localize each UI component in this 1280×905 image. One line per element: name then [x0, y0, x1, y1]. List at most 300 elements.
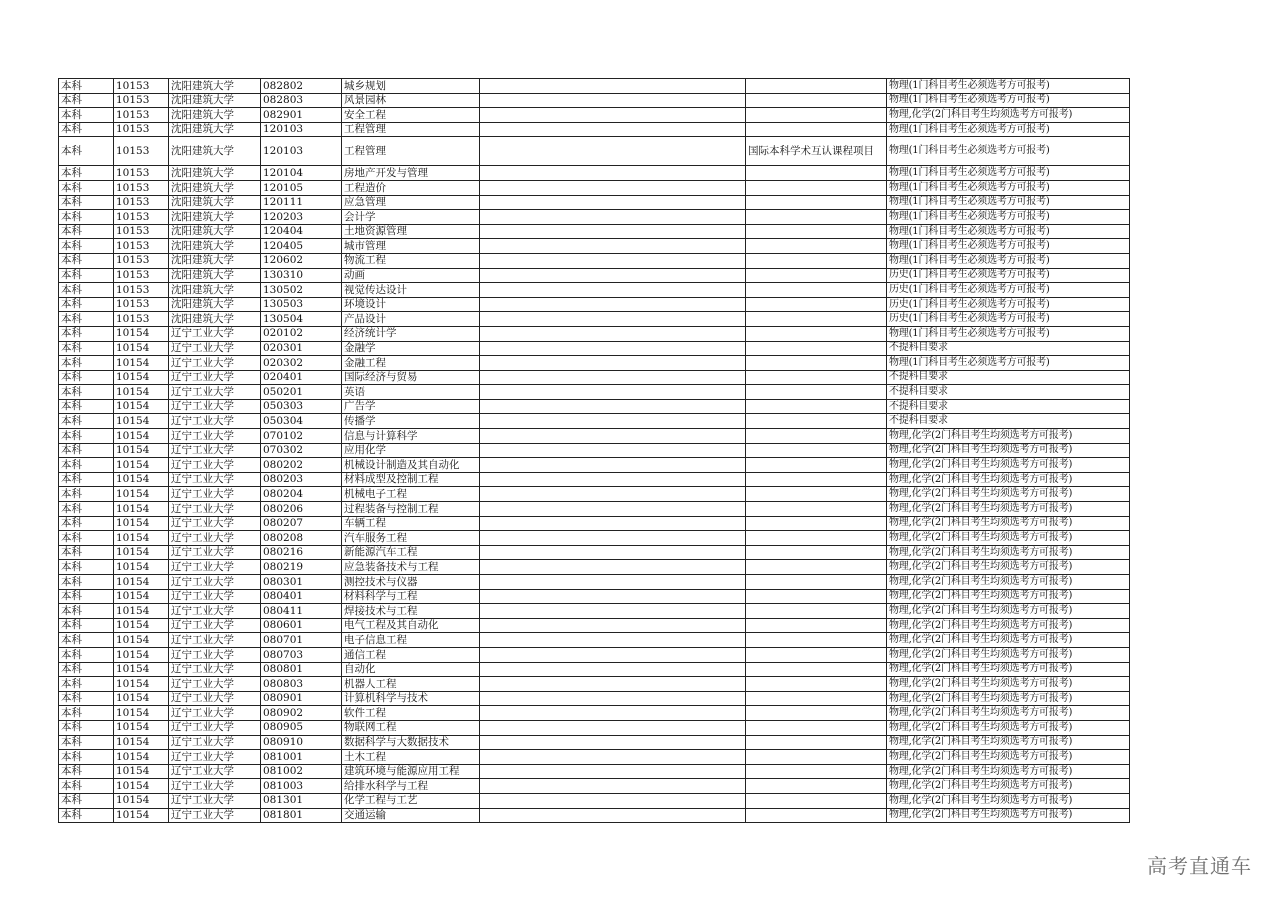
school-name-cell: 辽宁工业大学	[169, 458, 261, 473]
subject-requirement-cell: 不提科目要求	[887, 414, 1130, 429]
table-row	[59, 691, 1130, 706]
blank-cell	[480, 589, 746, 604]
subject-requirement-cell: 物理,化学(2门科目考生均须选考方可报考)	[887, 633, 1130, 648]
level-cell: 本科	[59, 575, 114, 590]
blank-cell	[480, 312, 746, 327]
program-note-cell	[746, 414, 887, 429]
school-name-cell: 沈阳建筑大学	[169, 239, 261, 254]
major-name-cell: 工程造价	[342, 180, 480, 195]
level-cell: 本科	[59, 458, 114, 473]
blank-cell	[480, 79, 746, 94]
blank-cell	[480, 560, 746, 575]
school-code-cell: 10154	[114, 764, 169, 779]
table-row	[59, 531, 1130, 546]
program-note-cell	[746, 326, 887, 341]
program-note-cell	[746, 808, 887, 823]
school-name-cell: 辽宁工业大学	[169, 633, 261, 648]
school-name-cell: 辽宁工业大学	[169, 487, 261, 502]
major-name-cell: 土地资源管理	[342, 224, 480, 239]
table-row	[59, 647, 1130, 662]
subject-requirement-cell: 物理,化学(2门科目考生均须选考方可报考)	[887, 472, 1130, 487]
table-row	[59, 443, 1130, 458]
table-row	[59, 356, 1130, 371]
major-code-cell: 070102	[261, 429, 342, 444]
school-name-cell: 沈阳建筑大学	[169, 79, 261, 94]
table-row	[59, 283, 1130, 298]
school-name-cell: 辽宁工业大学	[169, 618, 261, 633]
school-code-cell: 10154	[114, 779, 169, 794]
school-name-cell: 辽宁工业大学	[169, 531, 261, 546]
major-name-cell: 产品设计	[342, 312, 480, 327]
level-cell: 本科	[59, 370, 114, 385]
major-name-cell: 应用化学	[342, 443, 480, 458]
subject-requirement-cell: 不提科目要求	[887, 341, 1130, 356]
school-name-cell: 沈阳建筑大学	[169, 108, 261, 123]
program-note-cell	[746, 283, 887, 298]
program-note-cell	[746, 166, 887, 181]
school-code-cell: 10154	[114, 385, 169, 400]
level-cell: 本科	[59, 268, 114, 283]
school-code-cell: 10154	[114, 808, 169, 823]
school-name-cell: 辽宁工业大学	[169, 677, 261, 692]
level-cell: 本科	[59, 443, 114, 458]
table-row	[59, 253, 1130, 268]
major-code-cell: 082803	[261, 93, 342, 108]
program-note-cell	[746, 677, 887, 692]
table-row	[59, 122, 1130, 137]
level-cell: 本科	[59, 180, 114, 195]
table-row	[59, 545, 1130, 560]
school-name-cell: 辽宁工业大学	[169, 793, 261, 808]
major-code-cell: 081002	[261, 764, 342, 779]
major-name-cell: 英语	[342, 385, 480, 400]
school-name-cell: 辽宁工业大学	[169, 472, 261, 487]
program-note-cell	[746, 618, 887, 633]
school-name-cell: 辽宁工业大学	[169, 356, 261, 371]
table-row	[59, 735, 1130, 750]
subject-requirement-cell: 物理(1门科目考生必须选考方可报考)	[887, 79, 1130, 94]
major-name-cell: 给排水科学与工程	[342, 779, 480, 794]
school-name-cell: 辽宁工业大学	[169, 399, 261, 414]
level-cell: 本科	[59, 691, 114, 706]
major-code-cell: 080203	[261, 472, 342, 487]
program-note-cell	[746, 239, 887, 254]
school-code-cell: 10154	[114, 575, 169, 590]
school-name-cell: 沈阳建筑大学	[169, 253, 261, 268]
school-name-cell: 辽宁工业大学	[169, 575, 261, 590]
table-row	[59, 341, 1130, 356]
program-note-cell	[746, 356, 887, 371]
program-note-cell	[746, 720, 887, 735]
major-name-cell: 信息与计算科学	[342, 429, 480, 444]
major-code-cell: 080601	[261, 618, 342, 633]
blank-cell	[480, 326, 746, 341]
level-cell: 本科	[59, 647, 114, 662]
blank-cell	[480, 735, 746, 750]
major-name-cell: 化学工程与工艺	[342, 793, 480, 808]
table-row	[59, 589, 1130, 604]
program-note-cell	[746, 93, 887, 108]
subject-requirement-cell: 物理,化学(2门科目考生均须选考方可报考)	[887, 531, 1130, 546]
major-name-cell: 金融学	[342, 341, 480, 356]
school-code-cell: 10154	[114, 589, 169, 604]
table-row	[59, 808, 1130, 823]
level-cell: 本科	[59, 487, 114, 502]
blank-cell	[480, 706, 746, 721]
major-code-cell: 081801	[261, 808, 342, 823]
blank-cell	[480, 472, 746, 487]
blank-cell	[480, 253, 746, 268]
major-code-cell: 080801	[261, 662, 342, 677]
blank-cell	[480, 239, 746, 254]
table-row	[59, 575, 1130, 590]
table-row	[59, 706, 1130, 721]
program-note-cell	[746, 647, 887, 662]
program-note-cell	[746, 793, 887, 808]
blank-cell	[480, 750, 746, 765]
subject-requirement-cell: 物理,化学(2门科目考生均须选考方可报考)	[887, 604, 1130, 619]
subject-requirement-cell: 历史(1门科目考生必须选考方可报考)	[887, 268, 1130, 283]
program-note-cell: 国际本科学术互认课程项目	[746, 137, 887, 166]
program-note-cell	[746, 691, 887, 706]
level-cell: 本科	[59, 429, 114, 444]
blank-cell	[480, 137, 746, 166]
table-row	[59, 604, 1130, 619]
major-name-cell: 材料成型及控制工程	[342, 472, 480, 487]
school-name-cell: 沈阳建筑大学	[169, 312, 261, 327]
school-code-cell: 10153	[114, 180, 169, 195]
table-row	[59, 750, 1130, 765]
school-code-cell: 10154	[114, 472, 169, 487]
table-row	[59, 618, 1130, 633]
school-code-cell: 10154	[114, 429, 169, 444]
major-code-cell: 020301	[261, 341, 342, 356]
level-cell: 本科	[59, 399, 114, 414]
table-row	[59, 297, 1130, 312]
school-name-cell: 辽宁工业大学	[169, 808, 261, 823]
program-note-cell	[746, 385, 887, 400]
table-row	[59, 764, 1130, 779]
school-name-cell: 辽宁工业大学	[169, 341, 261, 356]
blank-cell	[480, 195, 746, 210]
subject-requirement-cell: 物理,化学(2门科目考生均须选考方可报考)	[887, 764, 1130, 779]
blank-cell	[480, 166, 746, 181]
school-code-cell: 10154	[114, 677, 169, 692]
program-note-cell	[746, 531, 887, 546]
school-name-cell: 沈阳建筑大学	[169, 224, 261, 239]
subject-requirement-cell: 物理,化学(2门科目考生均须选考方可报考)	[887, 793, 1130, 808]
school-code-cell: 10153	[114, 297, 169, 312]
blank-cell	[480, 414, 746, 429]
blank-cell	[480, 545, 746, 560]
major-name-cell: 经济统计学	[342, 326, 480, 341]
program-note-cell	[746, 545, 887, 560]
subject-requirement-cell: 物理,化学(2门科目考生均须选考方可报考)	[887, 662, 1130, 677]
program-note-cell	[746, 268, 887, 283]
major-name-cell: 自动化	[342, 662, 480, 677]
major-code-cell: 080301	[261, 575, 342, 590]
subject-requirement-cell: 物理,化学(2门科目考生均须选考方可报考)	[887, 647, 1130, 662]
table-row	[59, 502, 1130, 517]
level-cell: 本科	[59, 516, 114, 531]
table-row	[59, 224, 1130, 239]
subject-requirement-cell: 历史(1门科目考生必须选考方可报考)	[887, 297, 1130, 312]
subject-requirement-cell: 物理(1门科目考生必须选考方可报考)	[887, 224, 1130, 239]
school-name-cell: 辽宁工业大学	[169, 764, 261, 779]
blank-cell	[480, 385, 746, 400]
table-row	[59, 560, 1130, 575]
level-cell: 本科	[59, 356, 114, 371]
school-code-cell: 10154	[114, 720, 169, 735]
level-cell: 本科	[59, 633, 114, 648]
major-name-cell: 物流工程	[342, 253, 480, 268]
level-cell: 本科	[59, 108, 114, 123]
major-code-cell: 080701	[261, 633, 342, 648]
subject-requirement-cell: 物理,化学(2门科目考生均须选考方可报考)	[887, 720, 1130, 735]
blank-cell	[480, 808, 746, 823]
school-code-cell: 10154	[114, 750, 169, 765]
table-row	[59, 720, 1130, 735]
subject-requirement-cell: 物理,化学(2门科目考生均须选考方可报考)	[887, 735, 1130, 750]
major-code-cell: 080910	[261, 735, 342, 750]
level-cell: 本科	[59, 195, 114, 210]
major-name-cell: 动画	[342, 268, 480, 283]
major-name-cell: 工程管理	[342, 122, 480, 137]
school-name-cell: 辽宁工业大学	[169, 385, 261, 400]
blank-cell	[480, 502, 746, 517]
major-name-cell: 焊接技术与工程	[342, 604, 480, 619]
school-name-cell: 辽宁工业大学	[169, 429, 261, 444]
blank-cell	[480, 793, 746, 808]
subject-requirement-cell: 物理,化学(2门科目考生均须选考方可报考)	[887, 706, 1130, 721]
major-code-cell: 130504	[261, 312, 342, 327]
major-code-cell: 080703	[261, 647, 342, 662]
school-name-cell: 辽宁工业大学	[169, 647, 261, 662]
school-code-cell: 10153	[114, 93, 169, 108]
school-code-cell: 10154	[114, 356, 169, 371]
school-code-cell: 10153	[114, 224, 169, 239]
table-body	[59, 79, 1130, 823]
level-cell: 本科	[59, 677, 114, 692]
school-code-cell: 10153	[114, 122, 169, 137]
subject-requirement-cell: 物理,化学(2门科目考生均须选考方可报考)	[887, 779, 1130, 794]
level-cell: 本科	[59, 589, 114, 604]
major-code-cell: 120203	[261, 210, 342, 225]
subject-requirement-cell: 物理,化学(2门科目考生均须选考方可报考)	[887, 691, 1130, 706]
school-name-cell: 辽宁工业大学	[169, 370, 261, 385]
school-name-cell: 辽宁工业大学	[169, 326, 261, 341]
level-cell: 本科	[59, 779, 114, 794]
table-row	[59, 326, 1130, 341]
major-code-cell: 081003	[261, 779, 342, 794]
major-code-cell: 120602	[261, 253, 342, 268]
major-name-cell: 汽车服务工程	[342, 531, 480, 546]
level-cell: 本科	[59, 662, 114, 677]
school-name-cell: 辽宁工业大学	[169, 662, 261, 677]
subject-requirement-cell: 物理(1门科目考生必须选考方可报考)	[887, 93, 1130, 108]
program-note-cell	[746, 662, 887, 677]
blank-cell	[480, 341, 746, 356]
table-row	[59, 166, 1130, 181]
blank-cell	[480, 93, 746, 108]
blank-cell	[480, 662, 746, 677]
major-name-cell: 应急装备技术与工程	[342, 560, 480, 575]
level-cell: 本科	[59, 472, 114, 487]
major-name-cell: 材料科学与工程	[342, 589, 480, 604]
table-row	[59, 210, 1130, 225]
school-code-cell: 10153	[114, 283, 169, 298]
blank-cell	[480, 487, 746, 502]
major-name-cell: 数据科学与大数据技术	[342, 735, 480, 750]
blank-cell	[480, 443, 746, 458]
table-row	[59, 399, 1130, 414]
table-row	[59, 793, 1130, 808]
level-cell: 本科	[59, 122, 114, 137]
major-name-cell: 电子信息工程	[342, 633, 480, 648]
program-note-cell	[746, 502, 887, 517]
major-name-cell: 城乡规划	[342, 79, 480, 94]
subject-requirement-cell: 物理(1门科目考生必须选考方可报考)	[887, 195, 1130, 210]
major-name-cell: 通信工程	[342, 647, 480, 662]
school-code-cell: 10154	[114, 618, 169, 633]
school-code-cell: 10153	[114, 79, 169, 94]
level-cell: 本科	[59, 341, 114, 356]
program-note-cell	[746, 516, 887, 531]
major-code-cell: 081301	[261, 793, 342, 808]
table-row	[59, 429, 1130, 444]
level-cell: 本科	[59, 224, 114, 239]
major-code-cell: 130310	[261, 268, 342, 283]
school-name-cell: 沈阳建筑大学	[169, 283, 261, 298]
subject-requirement-cell: 不提科目要求	[887, 399, 1130, 414]
school-code-cell: 10154	[114, 326, 169, 341]
subject-requirement-cell: 物理(1门科目考生必须选考方可报考)	[887, 122, 1130, 137]
school-name-cell: 辽宁工业大学	[169, 516, 261, 531]
level-cell: 本科	[59, 531, 114, 546]
school-code-cell: 10153	[114, 108, 169, 123]
major-code-cell: 120404	[261, 224, 342, 239]
subject-requirement-cell: 物理(1门科目考生必须选考方可报考)	[887, 356, 1130, 371]
subject-requirement-cell: 物理,化学(2门科目考生均须选考方可报考)	[887, 108, 1130, 123]
table-row	[59, 108, 1130, 123]
program-note-cell	[746, 122, 887, 137]
school-code-cell: 10153	[114, 166, 169, 181]
table-row	[59, 195, 1130, 210]
program-note-cell	[746, 341, 887, 356]
program-note-cell	[746, 443, 887, 458]
blank-cell	[480, 429, 746, 444]
subject-requirement-cell: 历史(1门科目考生必须选考方可报考)	[887, 283, 1130, 298]
level-cell: 本科	[59, 793, 114, 808]
table-row	[59, 137, 1130, 166]
level-cell: 本科	[59, 735, 114, 750]
level-cell: 本科	[59, 545, 114, 560]
major-name-cell: 安全工程	[342, 108, 480, 123]
major-code-cell: 120103	[261, 122, 342, 137]
subject-requirement-cell: 物理(1门科目考生必须选考方可报考)	[887, 137, 1130, 166]
table-row	[59, 662, 1130, 677]
major-name-cell: 车辆工程	[342, 516, 480, 531]
major-code-cell: 082901	[261, 108, 342, 123]
major-code-cell: 080202	[261, 458, 342, 473]
major-code-cell: 120405	[261, 239, 342, 254]
blank-cell	[480, 575, 746, 590]
school-code-cell: 10154	[114, 516, 169, 531]
major-name-cell: 物联网工程	[342, 720, 480, 735]
major-code-cell: 080208	[261, 531, 342, 546]
major-code-cell: 080401	[261, 589, 342, 604]
blank-cell	[480, 283, 746, 298]
watermark-text: 高考直通车	[1147, 854, 1252, 878]
school-code-cell: 10154	[114, 414, 169, 429]
blank-cell	[480, 370, 746, 385]
school-name-cell: 沈阳建筑大学	[169, 166, 261, 181]
school-name-cell: 沈阳建筑大学	[169, 122, 261, 137]
major-code-cell: 080803	[261, 677, 342, 692]
major-code-cell: 050201	[261, 385, 342, 400]
major-name-cell: 过程装备与控制工程	[342, 502, 480, 517]
level-cell: 本科	[59, 385, 114, 400]
blank-cell	[480, 633, 746, 648]
table-row	[59, 487, 1130, 502]
major-name-cell: 测控技术与仪器	[342, 575, 480, 590]
blank-cell	[480, 618, 746, 633]
blank-cell	[480, 691, 746, 706]
table-row	[59, 414, 1130, 429]
major-name-cell: 广告学	[342, 399, 480, 414]
table-row	[59, 312, 1130, 327]
subject-requirement-cell: 不提科目要求	[887, 370, 1130, 385]
major-code-cell: 080204	[261, 487, 342, 502]
program-note-cell	[746, 487, 887, 502]
level-cell: 本科	[59, 604, 114, 619]
program-note-cell	[746, 253, 887, 268]
program-note-cell	[746, 575, 887, 590]
major-name-cell: 电气工程及其自动化	[342, 618, 480, 633]
blank-cell	[480, 224, 746, 239]
school-code-cell: 10154	[114, 531, 169, 546]
major-code-cell: 120104	[261, 166, 342, 181]
subject-requirement-cell: 物理,化学(2门科目考生均须选考方可报考)	[887, 429, 1130, 444]
major-code-cell: 080207	[261, 516, 342, 531]
subject-requirement-cell: 物理(1门科目考生必须选考方可报考)	[887, 239, 1130, 254]
major-name-cell: 交通运输	[342, 808, 480, 823]
major-code-cell: 080206	[261, 502, 342, 517]
table-row	[59, 79, 1130, 94]
school-name-cell: 沈阳建筑大学	[169, 268, 261, 283]
blank-cell	[480, 180, 746, 195]
subject-requirement-cell: 物理(1门科目考生必须选考方可报考)	[887, 253, 1130, 268]
table-row	[59, 385, 1130, 400]
subject-requirement-cell: 物理(1门科目考生必须选考方可报考)	[887, 210, 1130, 225]
blank-cell	[480, 356, 746, 371]
subject-requirement-cell: 物理,化学(2门科目考生均须选考方可报考)	[887, 458, 1130, 473]
blank-cell	[480, 399, 746, 414]
table-row	[59, 180, 1130, 195]
table-row	[59, 268, 1130, 283]
major-name-cell: 机器人工程	[342, 677, 480, 692]
program-note-cell	[746, 458, 887, 473]
school-code-cell: 10154	[114, 633, 169, 648]
table-row	[59, 779, 1130, 794]
program-note-cell	[746, 779, 887, 794]
program-note-cell	[746, 750, 887, 765]
level-cell: 本科	[59, 79, 114, 94]
major-code-cell: 020102	[261, 326, 342, 341]
major-code-cell: 080216	[261, 545, 342, 560]
level-cell: 本科	[59, 239, 114, 254]
major-name-cell: 房地产开发与管理	[342, 166, 480, 181]
